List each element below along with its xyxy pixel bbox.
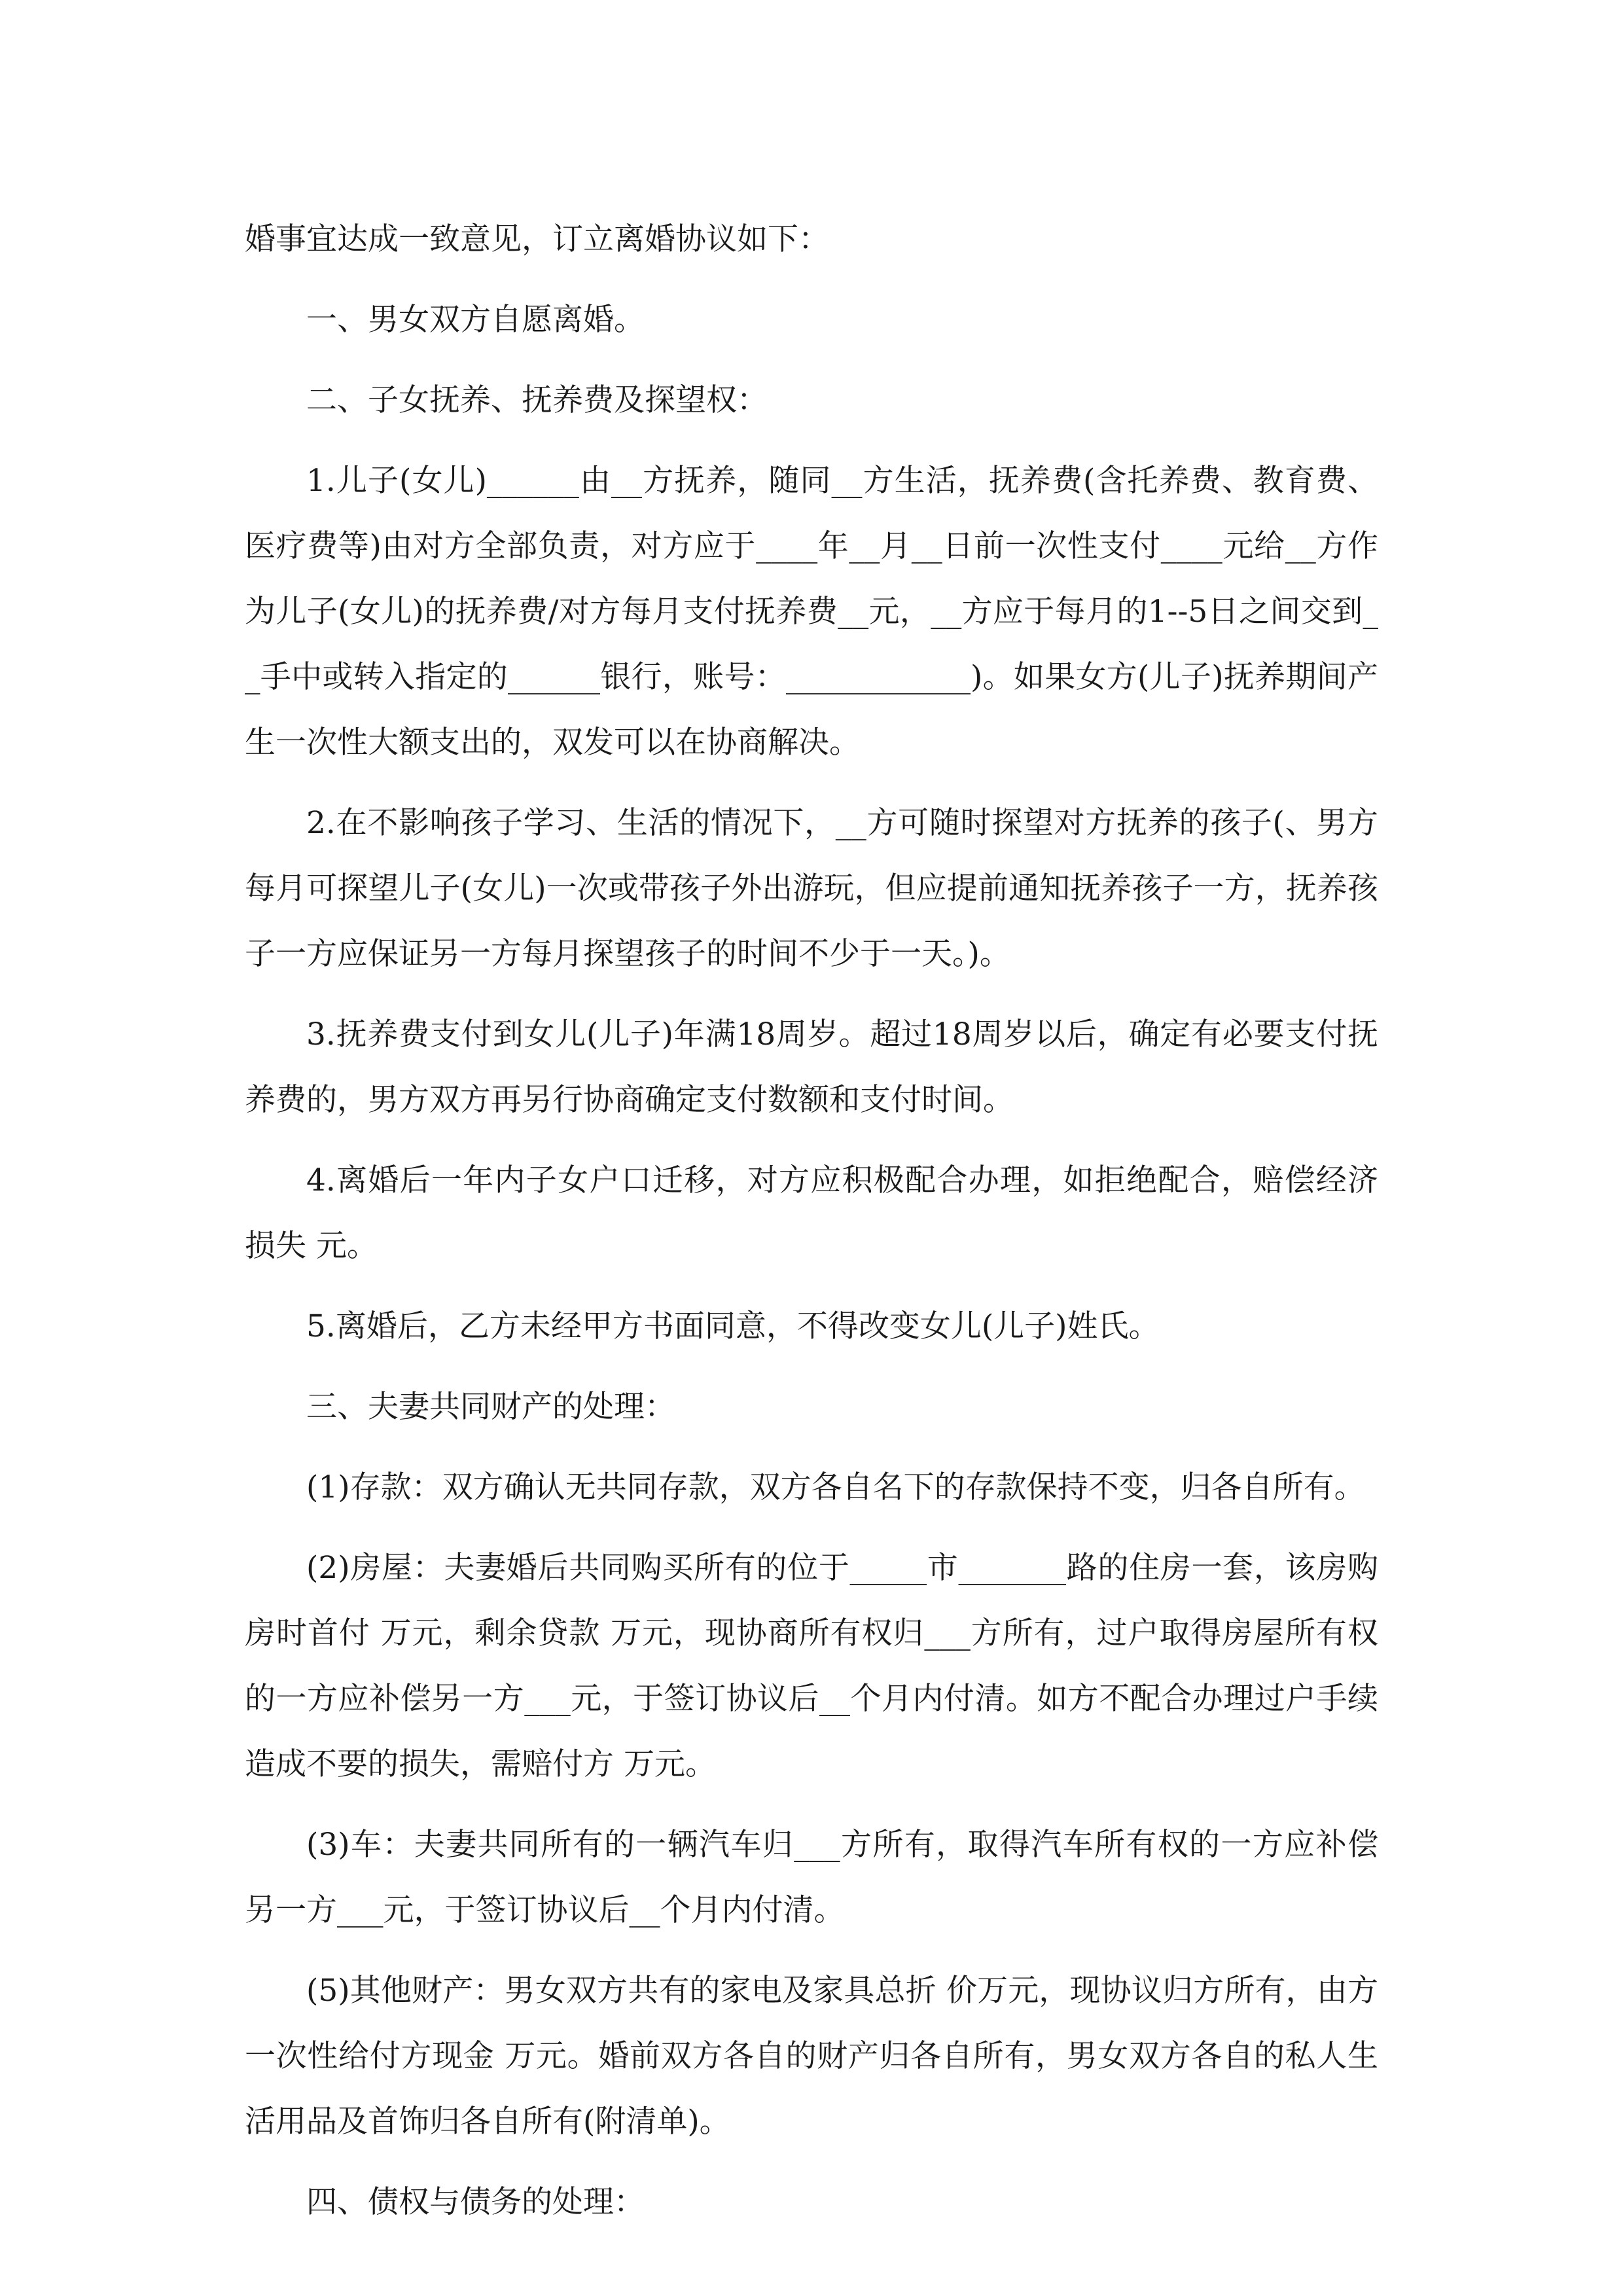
clause-3-2-house: (2)房屋：夫妻婚后共同购买所有的位于_____市_______路的住房一套，该房购房时首付 万元，剩余贷款 万元，现协商所有权归___方所有，过户取得房屋所有权的一方应补偿另一方___元，于签订协议后__个月内付清。如方不配合办理过户手续造成不要的损失，需赔付方 万元。 <box>245 1550 1378 1782</box>
section-2-heading: 二、子女抚养、抚养费及探望权： <box>306 382 768 418</box>
section-4-heading: 四、债权与债务的处理： <box>306 2184 645 2220</box>
clause-2-4-household-registration: 4.离婚后一年内子女户口迁移，对方应积极配合办理，如拒绝配合，赔偿经济损失 元。 <box>245 1162 1378 1264</box>
clause-2-1-custody-support: 1.儿子(女儿)______由__方抚养，随同__方生活，抚养费(含托养费、教育费、医疗费等)由对方全部负责，对方应于____年__月__日前一次性支付____元给__方作为儿子(女儿)的抚养费/对方每月支付抚养费__元，__方应于每月的1--5日之间交到__手中或转入指定的______银行，账号：____________)。如果女方(儿子)抚养期间产生一次性大额支出的，双发可以在协商解决。 <box>245 463 1378 761</box>
clause-3-5-other-property: (5)其他财产：男女双方共有的家电及家具总折 价万元，现协议归方所有，由方一次性给付方现金 万元。婚前双方各自的财产归各自所有，男女双方各自的私人生活用品及首饰归各自所有(附清单)。 <box>245 1973 1378 2140</box>
clause-2-3-support-duration: 3.抚养费支付到女儿(儿子)年满18周岁。超过18周岁以后，确定有必要支付抚养费的，男方双方再另行协商确定支付数额和支付时间。 <box>245 1016 1378 1118</box>
clause-3-1-deposits: (1)存款：双方确认无共同存款，双方各自名下的存款保持不变，归各自所有。 <box>306 1469 1365 1505</box>
clause-2-5-surname: 5.离婚后，乙方未经甲方书面同意，不得改变女儿(儿子)姓氏。 <box>306 1308 1160 1344</box>
section-3-heading: 三、夫妻共同财产的处理： <box>306 1389 675 1425</box>
section-1-voluntary-divorce: 一、男女双方自愿离婚。 <box>306 302 645 338</box>
document-body <box>245 207 1378 2250</box>
clause-2-2-visitation: 2.在不影响孩子学习、生活的情况下，__方可随时探望对方抚养的孩子(、男方每月可探望儿子(女儿)一次或带孩子外出游玩，但应提前通知抚养孩子一方，抚养孩子一方应保证另一方每月探望孩子的时间不少于一天。)。 <box>245 805 1378 972</box>
paragraph-preamble-continuation: 婚事宜达成一致意见，订立离婚协议如下： <box>245 221 829 257</box>
clause-3-3-car: (3)车：夫妻共同所有的一辆汽车归___方所有，取得汽车所有权的一方应补偿另一方___元，于签订协议后__个月内付清。 <box>245 1827 1378 1928</box>
